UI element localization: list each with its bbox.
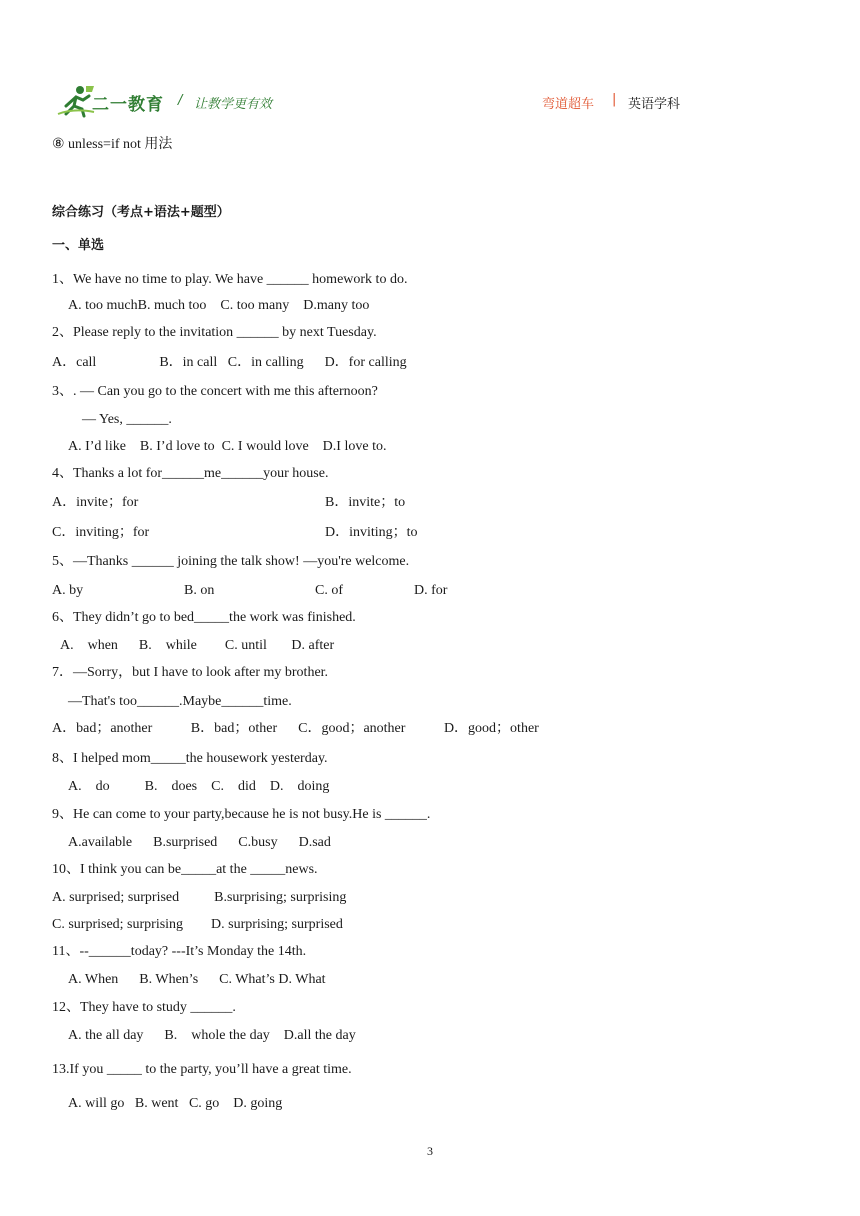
question-line: 3、. — Can you go to the concert with me this afternoon? [52, 384, 378, 399]
part-title: 一、单选 [52, 238, 105, 253]
question-line: 4、Thanks a lot for______me______your house. [52, 466, 329, 481]
question-line: A.available B.surprised C.busy D.sad [68, 835, 331, 850]
section-title: 综合练习（考点+语法+题型） [52, 205, 230, 220]
question-line: A. by [52, 583, 84, 598]
slogan: 让教学更有效 [194, 97, 273, 112]
question-line: —That's too______.Maybe______time. [68, 694, 292, 709]
question-line: 5、—Thanks ______ joining the talk show! —you're welcome. [52, 554, 410, 569]
running-figure-icon [56, 84, 96, 118]
question-line: A．invite；for [52, 495, 139, 510]
header-separator: | [612, 92, 617, 107]
subject-label: 英语学科 [628, 97, 681, 112]
question-line: 9、He can come to your party,because he is not busy.He is ______. [52, 807, 431, 822]
question-line: 6、They didn’t go to bed_____the work was finished. [52, 610, 356, 625]
page-number: 3 [427, 1144, 433, 1158]
question-line: 12、They have to study ______. [52, 1000, 236, 1015]
question-line: C．inviting；for [52, 525, 150, 540]
question-line: C. surprised; surprising D. surprising; surprised [52, 917, 343, 932]
question-line: — Yes, ______. [82, 412, 172, 427]
question-line: D. for [414, 583, 448, 598]
question-line: A. When B. When’s C. What’s D. What [68, 972, 326, 987]
question-line: 8、I helped mom_____the housework yesterday. [52, 751, 328, 766]
question-line: A. I’d like B. I’d love to C. I would love D.I love to. [68, 439, 387, 454]
question-line: 13.If you _____ to the party, you’ll have a great time. [52, 1062, 352, 1077]
question-line: A. do B. does C. did D. doing [68, 779, 330, 794]
question-line: D．inviting；to [325, 525, 418, 540]
logo [56, 84, 186, 118]
question-line: A. the all day B. whole the day D.all the day [68, 1028, 356, 1043]
question-line: A．call B．in call C．in calling D．for calling [52, 355, 407, 370]
question-line: B．invite；to [325, 495, 406, 510]
question-line: 11、--______today? ---It’s Monday the 14th. [52, 944, 307, 959]
question-line: A. when B. while C. until D. after [60, 638, 335, 653]
question-line: B. on [184, 583, 215, 598]
brand-label: 弯道超车 [542, 97, 595, 112]
question-line: A. surprised; surprised B.surprising; surprising [52, 890, 347, 905]
question-line: 1、We have no time to play. We have ______ homework to do. [52, 272, 408, 287]
question-line: A．bad；another B．bad；other C．good；another D．good；other [52, 721, 539, 736]
page-header [56, 84, 696, 120]
question-line: 10、I think you can be_____at the _____news. [52, 862, 318, 877]
question-line: A. will go B. went C. go D. going [68, 1096, 283, 1111]
header-slash: / [178, 93, 183, 108]
question-line: 2、Please reply to the invitation ______ by next Tuesday. [52, 325, 377, 340]
logo-text: 二一教育 [92, 95, 164, 115]
question-line: A. too muchB. much too C. too many D.many too [68, 298, 370, 313]
intro-item: ⑧ unless=if not 用法 [52, 137, 173, 152]
question-line: 7．—Sorry，but I have to look after my brother. [52, 665, 329, 680]
question-line: C. of [315, 583, 343, 598]
